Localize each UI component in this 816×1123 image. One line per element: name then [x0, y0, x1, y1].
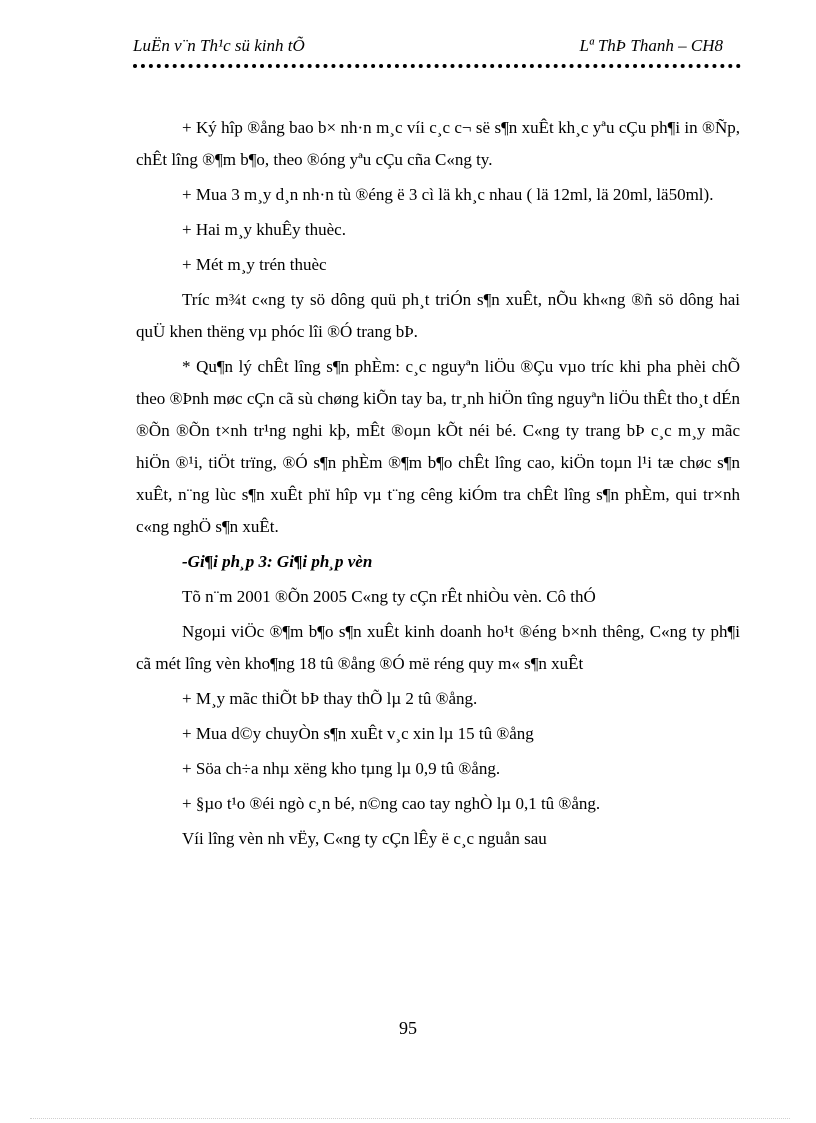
paragraph-blending-machine: + Mét m¸y trén thuèc: [182, 255, 327, 274]
paragraph-funding-source: Tríc m¾t c«ng ty sö dông quü ph¸t triÓn s¶n xuÊt, nÕu kh«ng ®ñ sö dông hai quÜ khen thëng vµ phóc lîi ®Ó trang bÞ.: [136, 290, 740, 341]
paragraph-equipment-cost: + M¸y mãc thiÕt bÞ thay thÕ lµ 2 tû ®ång.: [182, 689, 478, 708]
paragraph-capital-sources: Víi lîng vèn nh vËy, C«ng ty cÇn lÊy ë c¸c nguån sau: [182, 829, 547, 848]
header-author: Lª ThÞ Thanh – CH8: [579, 36, 723, 55]
paragraph-vaccine-line-cost: + Mua d©y chuyÒn s¶n xuÊt v¸c xin lµ 15 tû ®ång: [182, 724, 534, 743]
page-number: 95: [399, 1018, 417, 1038]
paragraph-facility-repair-cost: + Söa ch÷a nhµ xëng kho tµng lµ 0,9 tû ®ång.: [182, 759, 501, 778]
paragraph-capital-need: Tõ n¨m 2001 ®Õn 2005 C«ng ty cÇn rÊt nhiÒu vèn. Cô thÓ: [182, 587, 596, 606]
header-divider: [133, 64, 741, 68]
paragraph-training-cost: + §µo t¹o ®éi ngò c¸n bé, n©ng cao tay nghÒ lµ 0,1 tû ®ång.: [182, 794, 601, 813]
paragraph-mixing-machines: + Hai m¸y khuÊy thuèc.: [182, 220, 346, 239]
paragraph-packaging-contract: + Ký hîp ®ång bao b× nh·n m¸c víi c¸c c¬ së s¶n xuÊt kh¸c yªu cÇu ph¶i in ®Ñp, chÊt lîng ®¶m b¶o, theo ®óng yªu cÇu cña C«ng ty.: [136, 118, 740, 169]
page-header: [133, 36, 723, 60]
section-heading-solution-3: -Gi¶i ph¸p 3: Gi¶i ph¸p vèn: [182, 552, 373, 571]
header-thesis-title: LuËn v¨n Th¹c sü kinh tÕ: [133, 36, 305, 55]
paragraph-quality-management: * Qu¶n lý chÊt lîng s¶n phÈm: c¸c nguyªn liÖu ®Çu vµo tríc khi pha phèi chÕ theo ®Þnh møc cÇn cã sù chøng kiÕn tay ba, tr¸nh hiÖn tîng nguyªn liÖu thÊt tho¸t dÉn ®Õn ®Õn t×nh tr¹ng nghi kþ, mÊt ®oµn kÕt néi bé. C«ng ty trang bÞ c¸c m¸y mãc hiÖn ®¹i, tiÖt trïng, ®Ó s¶n phÈm ®¶m b¶o chÊt lîng cao, kiÖn toµn l¹i tæ chøc s¶n xuÊt, n¨ng lùc s¶n xuÊt phï hîp vµ t¨ng cêng kiÓm tra chÊt lîng s¶n phÈm, qui tr×nh c«ng nghÖ s¶n xuÊt.: [136, 357, 740, 536]
paragraph-labeling-machines: + Mua 3 m¸y d¸n nh·n tù ®éng ë 3 cì lä kh¸c nhau ( lä 12ml, lä 20ml, lä50ml).: [182, 185, 714, 204]
footer-divider: [30, 1118, 790, 1119]
paragraph-capital-amount: Ngoµi viÖc ®¶m b¶o s¶n xuÊt kinh doanh ho¹t ®éng b×nh thêng, C«ng ty ph¶i cã mét lîng vèn kho¶ng 18 tû ®ång ®Ó më réng quy m« s¶n xuÊt: [136, 622, 740, 673]
page-body: [136, 112, 740, 858]
